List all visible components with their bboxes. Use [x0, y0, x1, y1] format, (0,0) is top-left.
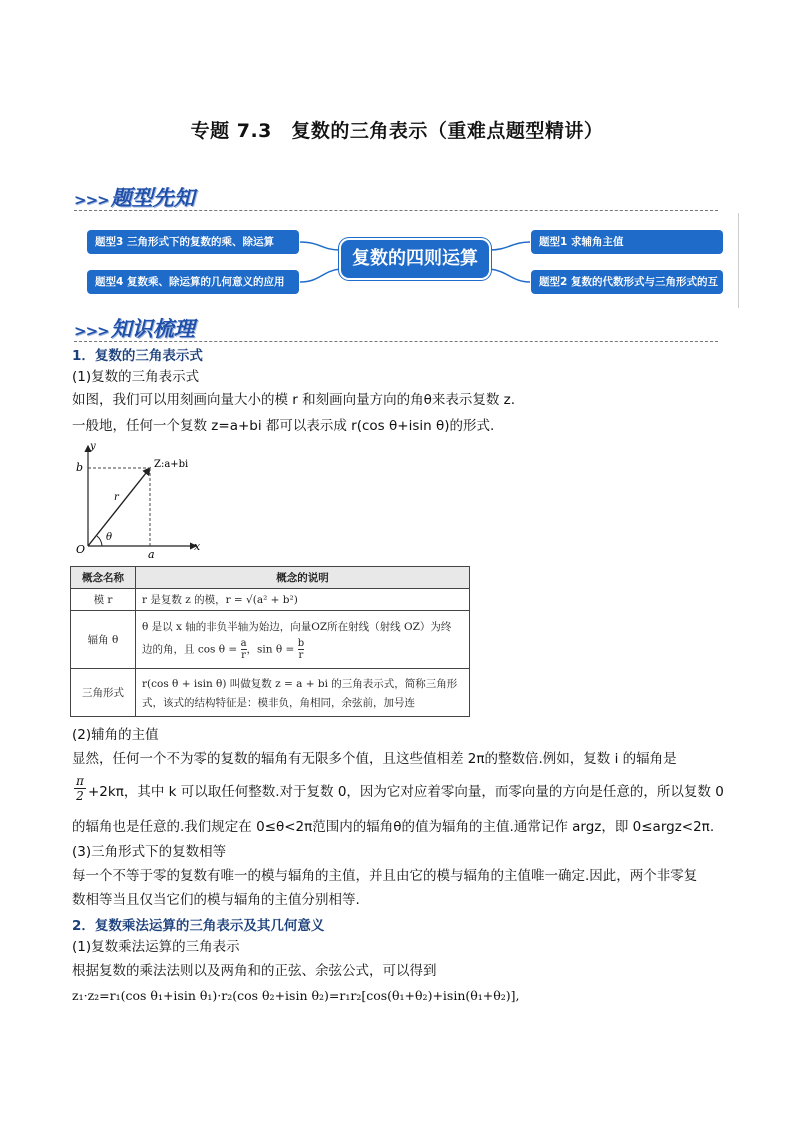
origin-label: O — [76, 543, 86, 556]
mindmap-topic-3: 题型3 三角形式下的复数的乘、除运算 — [87, 230, 299, 254]
table-row — [71, 611, 470, 669]
table-cell: 辐角 θ — [71, 611, 136, 669]
table-cell: r 是复数 z 的模，r = √(a² + b²) — [136, 589, 470, 611]
mindmap-center: 复数的四则运算 — [341, 240, 489, 278]
table-cell — [136, 611, 470, 669]
table-cell — [136, 669, 470, 717]
formula: z₁·z₂=r₁(cos θ₁+isin θ₁)·r₂(cos θ₂+isin θ₂)=r₁r₂[cos(θ₁+θ₂)+isin(θ₁+θ₂)], — [72, 988, 520, 1003]
mindmap — [72, 213, 739, 312]
mindmap-topic-4: 题型4 复数乘、除运算的几何意义的应用 — [87, 270, 299, 294]
r-label: r — [114, 492, 119, 503]
cell-line: r(cos θ + isin θ) 叫做复数 z = a + bi 的三角表示式，简称三角形 — [142, 677, 458, 690]
cos-fraction: $\frac{a}{r}$ — [240, 637, 247, 661]
paragraph: 根据复数的乘法法则以及两角和的正弦、余弦公式，可以得到 — [72, 963, 437, 979]
paragraph: 一般地，任何一个复数 z=a+bi 都可以表示成 r(cos θ+isin θ)的形式. — [72, 418, 495, 434]
table-header-row — [71, 567, 470, 589]
table-header: 概念名称 — [71, 567, 136, 589]
table-cell: 三角形式 — [71, 669, 136, 717]
banner-rule — [74, 210, 718, 211]
paragraph: +2kπ，其中 k 可以取任何整数.对于复数 0，因为它对应着零向量，而零向量的方向是任意的，所以复数 0 — [88, 784, 724, 800]
complex-plane-figure — [70, 440, 210, 558]
y-axis-label: y — [90, 441, 96, 452]
section-banner-preview: >>>题型先知 — [74, 185, 195, 210]
paragraph: 数相等当且仅当它们的模与辐角的主值分别相等. — [72, 892, 360, 908]
pi-over-2-fraction: π 2 — [76, 774, 84, 803]
section-heading: 1．复数的三角表示式 — [72, 348, 203, 364]
b-label: b — [76, 461, 84, 474]
a-label: a — [148, 548, 155, 558]
banner-rule — [74, 341, 718, 342]
mindmap-topic-2: 题型2 复数的代数形式与三角形式的互化 — [531, 270, 723, 294]
page-title: 专题 7.3 复数的三角表示（重难点题型精讲） — [190, 120, 604, 142]
cell-line: θ 是以 x 轴的非负半轴为始边，向量OZ所在射线（射线 OZ）为终 — [142, 620, 452, 633]
section-heading: 2．复数乘法运算的三角表示及其几何意义 — [72, 918, 325, 934]
sin-fraction: $\frac{b}{r}$ — [297, 637, 305, 661]
subheading: (1)复数的三角表示式 — [72, 369, 200, 385]
subheading: (3)三角形式下的复数相等 — [72, 844, 227, 860]
paragraph: 的辐角也是任意的.我们规定在 0≤θ<2π范围内的辐角θ的值为辐角的主值.通常记作 argz，即 0≤argz<2π. — [72, 819, 715, 835]
paragraph: 显然，任何一个不为零的复数的辐角有无限多个值，且这些值相差 2π的整数倍.例如，复数 i 的辐角是 — [72, 751, 677, 767]
cell-line: 边的角，且 cos θ = $\frac{a}{r}$ ，sin θ = $\frac{b}{r}$ — [142, 637, 305, 661]
mindmap-topic-1: 题型1 求辅角主值 — [531, 230, 723, 254]
table-header: 概念的说明 — [136, 567, 470, 589]
subheading: (1)复数乘法运算的三角表示 — [72, 939, 240, 955]
cell-line: 式，该式的结构特征是：模非负，角相同，余弦前，加号连 — [142, 696, 415, 709]
concept-table — [70, 566, 470, 717]
theta-label: θ — [106, 532, 113, 543]
table-cell: 模 r — [71, 589, 136, 611]
paragraph: 如图，我们可以用刻画向量大小的模 r 和刻画向量方向的角θ来表示复数 z. — [72, 392, 516, 408]
x-axis-label: x — [194, 540, 201, 553]
table-row — [71, 589, 470, 611]
point-z-label: Z:a+bi — [154, 459, 189, 470]
table-row — [71, 669, 470, 717]
subheading: (2)辅角的主值 — [72, 727, 159, 743]
paragraph: 每一个不等于零的复数有唯一的模与辐角的主值，并且由它的模与辐角的主值唯一确定.因此，两个非零复 — [72, 868, 698, 884]
section-banner-knowledge: >>>知识梳理 — [74, 316, 195, 341]
